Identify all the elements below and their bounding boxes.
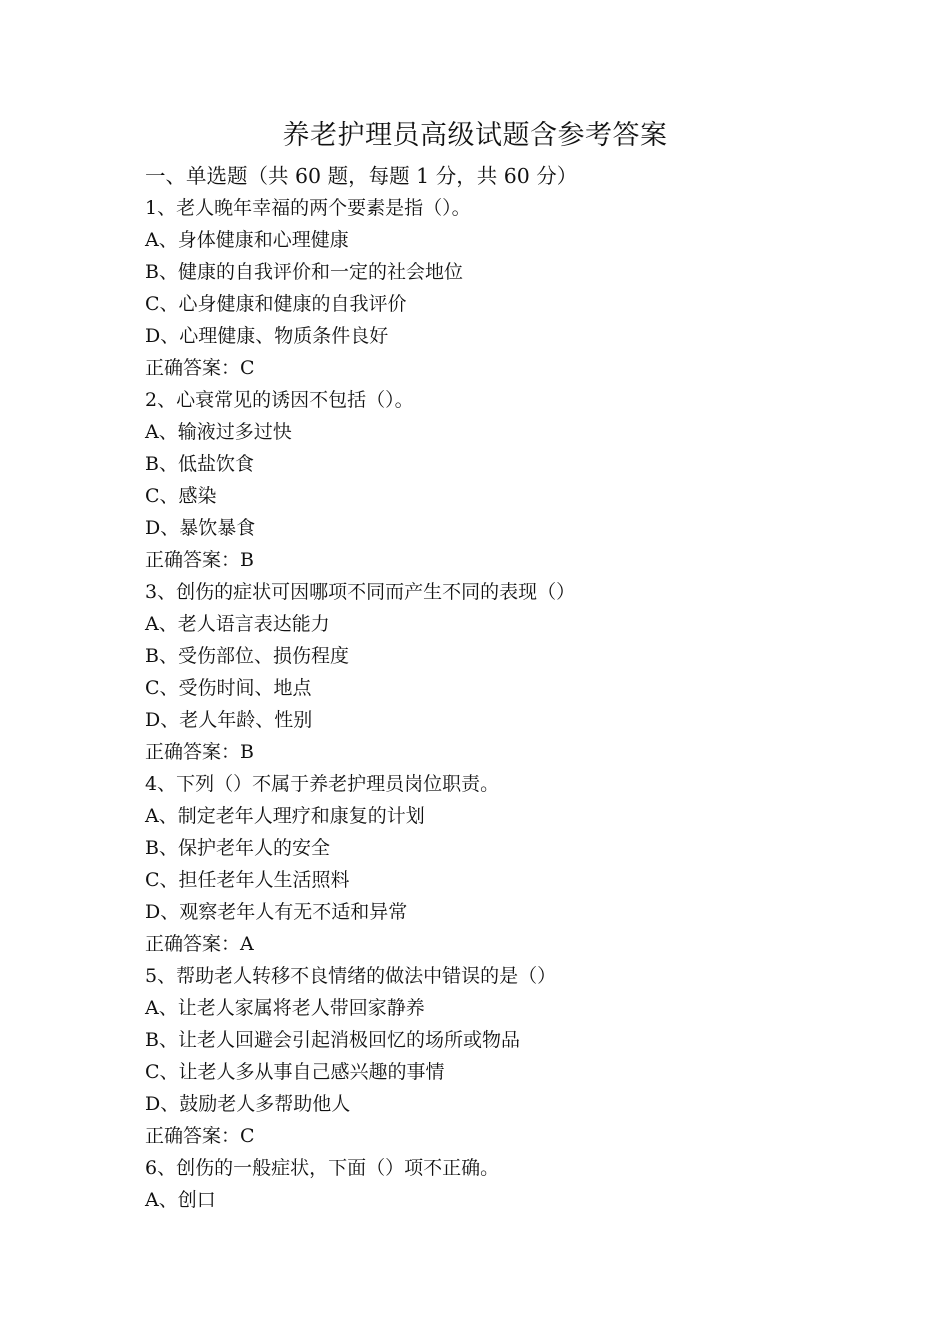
correct-answer: 正确答案：C <box>145 1125 255 1147</box>
correct-answer: 正确答案：B <box>145 741 254 763</box>
document-title: 养老护理员高级试题含参考答案 <box>282 120 668 151</box>
correct-answer: 正确答案：A <box>145 933 254 955</box>
question-1 <box>145 192 865 384</box>
question-stem: 5、帮助老人转移不良情绪的做法中错误的是（） <box>145 965 557 987</box>
option-c: C、心身健康和健康的自我评价 <box>145 293 407 315</box>
option-d: D、暴饮暴食 <box>145 517 256 539</box>
option-d: D、老人年龄、性别 <box>145 709 313 731</box>
option-b: B、保护老年人的安全 <box>145 837 330 859</box>
question-3 <box>145 576 865 768</box>
option-c: C、让老人多从事自己感兴趣的事情 <box>145 1061 445 1083</box>
section-heading: 一、单选题（共 60 题，每题 1 分，共 60 分） <box>145 164 578 188</box>
question-stem: 3、创伤的症状可因哪项不同而产生不同的表现（） <box>145 581 576 603</box>
option-b: B、受伤部位、损伤程度 <box>145 645 349 667</box>
question-6 <box>145 1152 865 1216</box>
option-a: A、老人语言表达能力 <box>145 613 330 635</box>
option-a: A、创口 <box>145 1189 216 1211</box>
option-a: A、制定老年人理疗和康复的计划 <box>145 805 425 827</box>
option-a: A、让老人家属将老人带回家静养 <box>145 997 425 1019</box>
option-d: D、鼓励老人多帮助他人 <box>145 1093 351 1115</box>
document-body <box>145 160 865 1216</box>
question-4 <box>145 768 865 960</box>
option-d: D、观察老年人有无不适和异常 <box>145 901 408 923</box>
option-c: C、感染 <box>145 485 217 507</box>
option-d: D、心理健康、物质条件良好 <box>145 325 389 347</box>
option-c: C、受伤时间、地点 <box>145 677 312 699</box>
correct-answer: 正确答案：C <box>145 357 255 379</box>
option-a: A、输液过多过快 <box>145 421 292 443</box>
option-b: B、让老人回避会引起消极回忆的场所或物品 <box>145 1029 520 1051</box>
option-b: B、健康的自我评价和一定的社会地位 <box>145 261 463 283</box>
question-stem: 2、心衰常见的诱因不包括（）。 <box>145 389 414 411</box>
question-stem: 1、老人晚年幸福的两个要素是指（）。 <box>145 197 471 219</box>
option-b: B、低盐饮食 <box>145 453 254 475</box>
question-5 <box>145 960 865 1152</box>
question-2 <box>145 384 865 576</box>
correct-answer: 正确答案：B <box>145 549 254 571</box>
option-a: A、身体健康和心理健康 <box>145 229 349 251</box>
question-stem: 4、下列（）不属于养老护理员岗位职责。 <box>145 773 500 795</box>
option-c: C、担任老年人生活照料 <box>145 869 350 891</box>
question-stem: 6、创伤的一般症状，下面（）项不正确。 <box>145 1157 500 1179</box>
